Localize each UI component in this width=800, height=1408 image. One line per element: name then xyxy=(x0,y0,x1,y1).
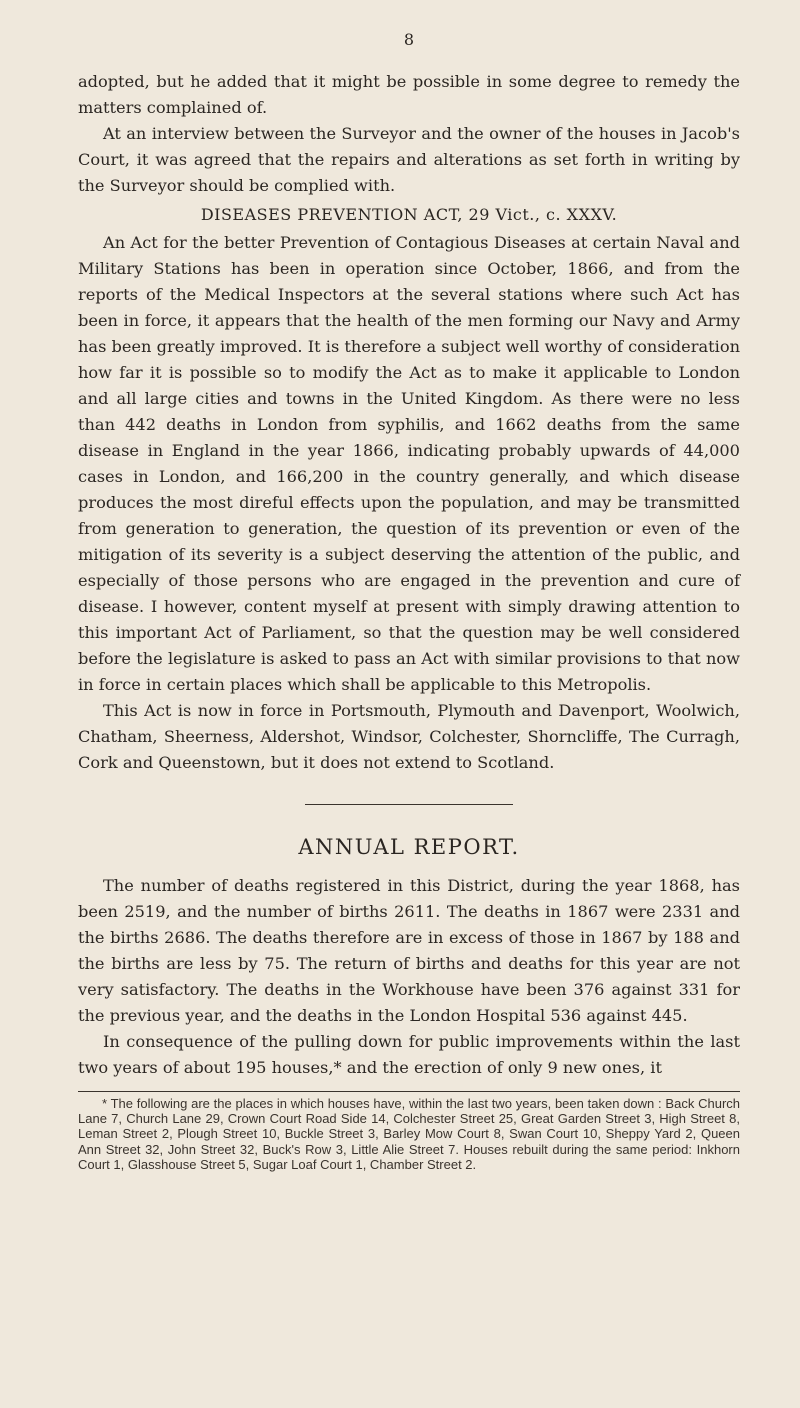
footnote: * The following are the places in which houses have, within the last two years, been taken down : Back Church Lane 7, Church Lane 29, Crown Court Road Side 14, Colchester Street 25, Great Garden Street 3, High Street 8, Leman Street 2, Plough Street 10, Buckle Street 3, Barley Mow Court 8, Swan Court 10, Sheppy Yard 2, Queen Ann Street 32, John Street 32, Buck's Row 3, Little Alie Street 7. Houses rebuilt during the same period: Inkhorn Court 1, Glasshouse Street 5, Sugar Loaf Court 1, Chamber Street 2. xyxy=(78,1096,740,1172)
document-page xyxy=(78,30,740,1172)
paragraph-deaths-births: The number of deaths registered in this District, during the year 1868, has been 2519, and the number of births 2611. The deaths in 1867 were 2331 and the births 2686. The deaths therefore are in excess of those in 1867 by 188 and the births are less by 75. The return of births and deaths for this year are not very satisfactory. The deaths in the Workhouse have been 376 against 331 for the previous year, and the deaths in the London Hospital 536 against 445. xyxy=(78,876,740,1025)
paragraph-continuation: adopted, but he added that it might be possible in some degree to remedy the matters complained of. xyxy=(78,72,740,117)
footnote-divider xyxy=(78,1091,740,1092)
annual-report-heading: ANNUAL REPORT. xyxy=(298,835,520,859)
section-heading-diseases-act: DISEASES PREVENTION ACT, 29 Vict., c. XXXV. xyxy=(200,205,618,224)
paragraph-act-locations: This Act is now in force in Portsmouth, Plymouth and Davenport, Woolwich, Chatham, Sheerness, Aldershot, Windsor, Colchester, Shorncliffe, The Curragh, Cork and Queenstown, but it does not extend to Scotland. xyxy=(78,701,740,772)
section-divider xyxy=(305,804,513,805)
paragraph-jacobs-court: At an interview between the Surveyor and the owner of the houses in Jacob's Court, it was agreed that the repairs and alterations as set forth in writing by the Surveyor should be complied with. xyxy=(78,124,740,195)
paragraph-contagious-diseases: An Act for the better Prevention of Contagious Diseases at certain Naval and Military Stations has been in operation since October, 1866, and from the reports of the Medical Inspectors at the several stations where such Act has been in force, it appears that the health of the men forming our Navy and Army has been greatly improved. It is therefore a subject well worthy of consideration how far it is possible so to modify the Act as to make it applicable to London and all large cities and towns in the United Kingdom. As there were no less than 442 deaths in London from syphilis, and 1662 deaths from the same disease in England in the year 1866, indicating probably upwards of 44,000 cases in London, and 166,200 in the country generally, and which disease produces the most direful effects upon the population, and may be transmitted from generation to generation, the question of its prevention or even of the mitigation of its severity is a subject deserving the attention of the public, and especially of those persons who are engaged in the prevention and cure of disease. I however, content myself at present with simply drawing attention to this important Act of Parliament, so that the question may be well considered before the legislature is asked to pass an Act with similar provisions to that now in force in certain places which shall be applicable to this Metropolis. xyxy=(78,233,740,694)
page-number: 8 xyxy=(403,30,415,49)
paragraph-public-improvements: In consequence of the pulling down for public improvements within the last two years of about 195 houses,* and the erection of only 9 new ones, it xyxy=(78,1032,740,1077)
